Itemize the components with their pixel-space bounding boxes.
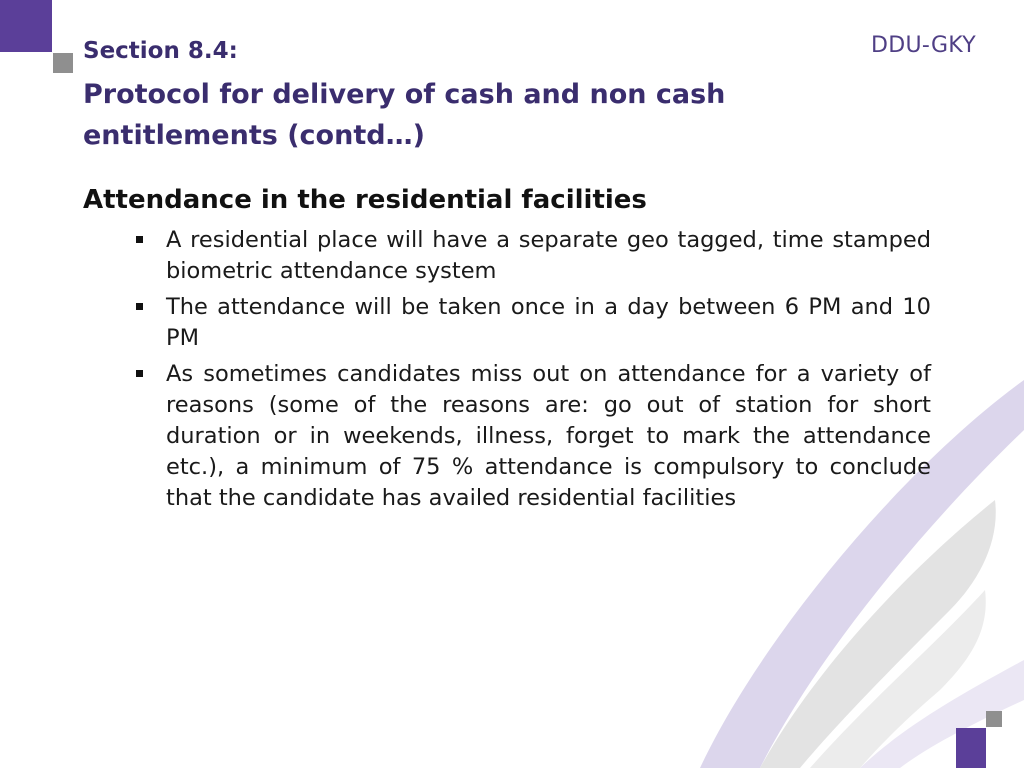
slide-title: Protocol for delivery of cash and non cash entitlements (contd…)	[83, 79, 726, 151]
brand-label: DDU-GKY	[871, 33, 976, 58]
bullet-item	[133, 359, 931, 514]
bullet-item	[133, 225, 931, 287]
bullet-text: The attendance will be taken once in a day between 6 PM and 10 PM	[166, 294, 931, 351]
bullet-text: A residential place will have a separate geo tagged, time stamped biometric attendance system	[166, 227, 931, 284]
bullet-square-icon	[136, 370, 143, 377]
bullet-square-icon	[136, 236, 143, 243]
content-heading: Attendance in the residential facilities	[83, 185, 647, 215]
bullet-square-icon	[136, 303, 143, 310]
decor-square-bottom-purple	[956, 728, 986, 768]
bullet-text: As sometimes candidates miss out on attendance for a variety of reasons (some of the reasons are: go out of station for short duration or in weekends, illness, forget to mark the attendance etc.), a minimum of 75 % attendance is compulsory to conclude that the candidate has availed residential facilities	[166, 361, 931, 511]
bullet-item	[133, 292, 931, 354]
bullet-list	[133, 225, 931, 519]
decor-square-bottom-gray	[986, 711, 1002, 727]
section-label: Section 8.4:	[83, 38, 238, 64]
